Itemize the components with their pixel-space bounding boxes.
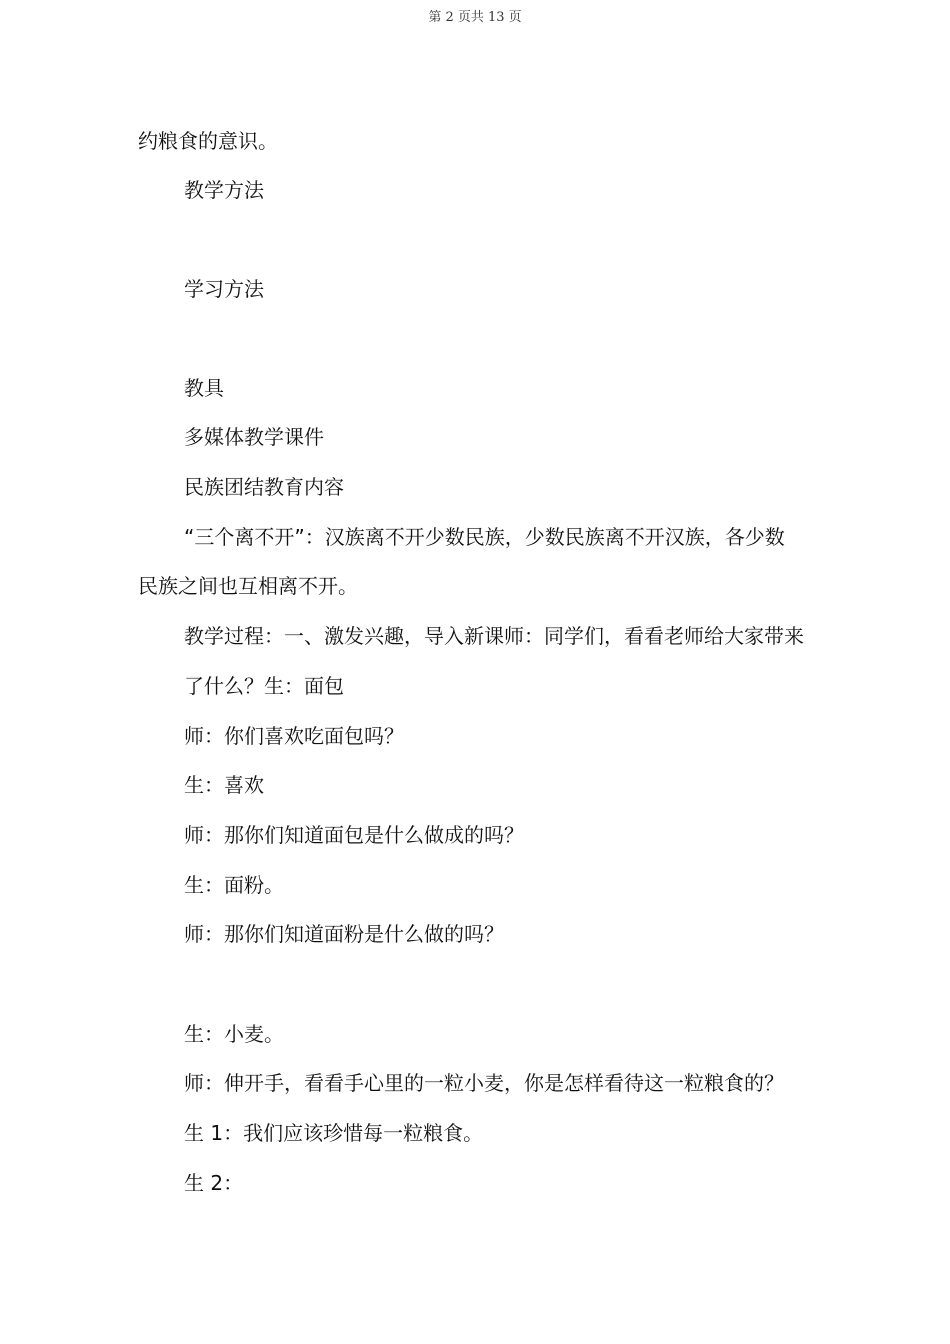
dialogue-line: 师：你们喜欢吃面包吗？	[184, 724, 404, 748]
page-indicator: 第 2 页共 13 页	[428, 10, 522, 25]
section-heading-ethnic-unity: 民族团结教育内容	[184, 475, 344, 499]
dialogue-line: 生：面粉。	[184, 873, 284, 897]
section-heading-teaching-aids: 教具	[184, 376, 224, 400]
paragraph-line: 民族之间也互相离不开。	[138, 574, 358, 598]
dialogue-line: 了什么？生：面包	[184, 674, 344, 698]
dialogue-line: 生 1：我们应该珍惜每一粒粮食。	[184, 1121, 484, 1145]
dialogue-line: 师：那你们知道面粉是什么做的吗？	[184, 922, 504, 946]
paragraph-line: 教学过程：一、激发兴趣，导入新课师：同学们，看看老师给大家带来	[184, 624, 804, 648]
dialogue-line: 生：喜欢	[184, 773, 264, 797]
dialogue-line: 生：小麦。	[184, 1022, 284, 1046]
dialogue-line: 师：伸开手，看看手心里的一粒小麦，你是怎样看待这一粒粮食的？	[184, 1071, 784, 1095]
section-heading-learning-method: 学习方法	[184, 277, 264, 301]
paragraph-line: 约粮食的意识。	[138, 129, 278, 153]
paragraph-line: 多媒体教学课件	[184, 425, 324, 449]
dialogue-line: 生 2：	[184, 1171, 244, 1195]
paragraph-line: “三个离不开”：汉族离不开少数民族，少数民族离不开汉族，各少数	[184, 525, 785, 549]
dialogue-line: 师：那你们知道面包是什么做成的吗？	[184, 823, 524, 847]
section-heading-teaching-method: 教学方法	[184, 178, 264, 202]
